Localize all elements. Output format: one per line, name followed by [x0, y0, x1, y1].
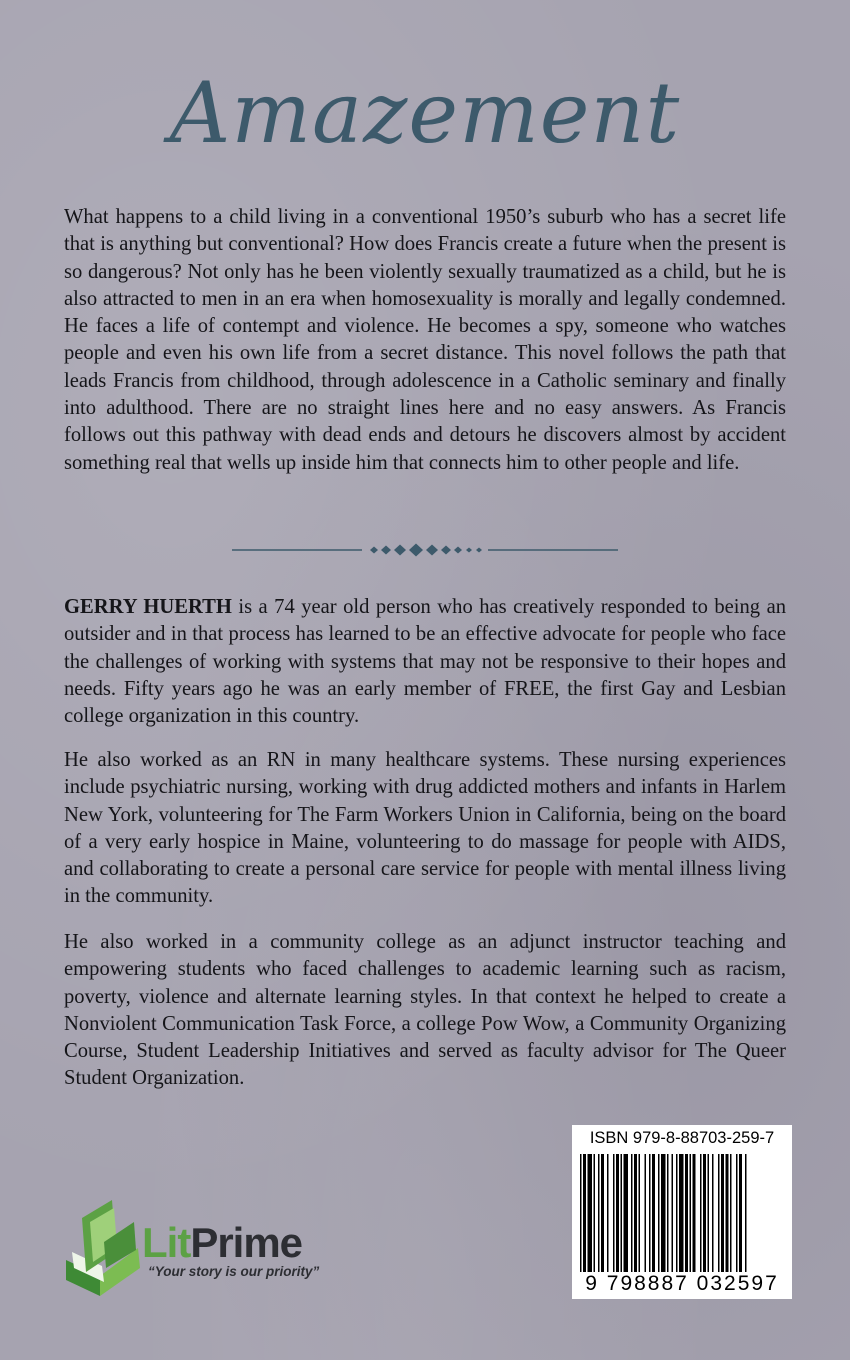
- book-title: Amazement: [169, 64, 681, 162]
- teaching-paragraph: He also worked in a community college as an adjunct instructor teaching and empowering students who faced challenges to academic learning such as racism, poverty, violence and alternate learning styles. In that context he helped to create a Nonviolent Communication Task Force, a college Pow Wow, a Community Organizing Course, Student Leadership Initiatives and served as faculty advisor for The Queer Student Organization.: [64, 931, 786, 1090]
- publisher-logo: [60, 1192, 340, 1302]
- author-bio-paragraph: [64, 594, 786, 730]
- open-book-icon: [60, 1192, 150, 1302]
- barcode-bars: [572, 1154, 792, 1274]
- publisher-tagline: “Your story is our priority”: [148, 1264, 320, 1279]
- author-name: GERRY HUERTH: [64, 596, 232, 618]
- book-blurb: What happens to a child living in a conventional 1950’s suburb who has a secret life that is anything but conventional? How does Francis create a future when the present is so dangerous? Not only has he been violently sexually traumatized as a child, but he is also attracted to men in an era when homosexuality is morally and legally condemned. He faces a life of contempt and violence. He becomes a spy, someone who watches people and even his own life from a secret distance. This novel follows the path that leads Francis from childhood, through adolescence in a Catholic seminary and finally into adulthood. There are no straight lines here and no easy answers. As Francis follows out this pathway with dead ends and detours he discovers almost by accident something real that wells up inside him that connects him to other people and life.: [64, 206, 786, 474]
- nursing-paragraph: He also worked as an RN in many healthcare systems. These nursing experiences include psychiatric nursing, working with drug addicted mothers and infants in Harlem New York, volunteering for The Farm Workers Union in California, being on the board of a very early hospice in Maine, volunteering to do massage for people with AIDS, and collaborating to create a personal care service for people with mental illness living in the community.: [64, 749, 786, 908]
- isbn-barcode: [572, 1125, 792, 1299]
- publisher-name: LitPrime: [142, 1219, 303, 1266]
- isbn-label: ISBN 979-8-88703-259-7: [589, 1129, 775, 1147]
- ornamental-divider: [0, 538, 850, 562]
- author-bio-text: is a 74 year old person who has creatively responded to being an outsider and in that process has learned to be an effective advocate for people who face the challenges of working with systems that may not be responsive to their hopes and needs. Fifty years ago he was an early member of FREE, the first Gay and Lesbian college organization in this country.: [64, 596, 787, 728]
- barcode-digits: 9 798887 032597: [585, 1272, 779, 1295]
